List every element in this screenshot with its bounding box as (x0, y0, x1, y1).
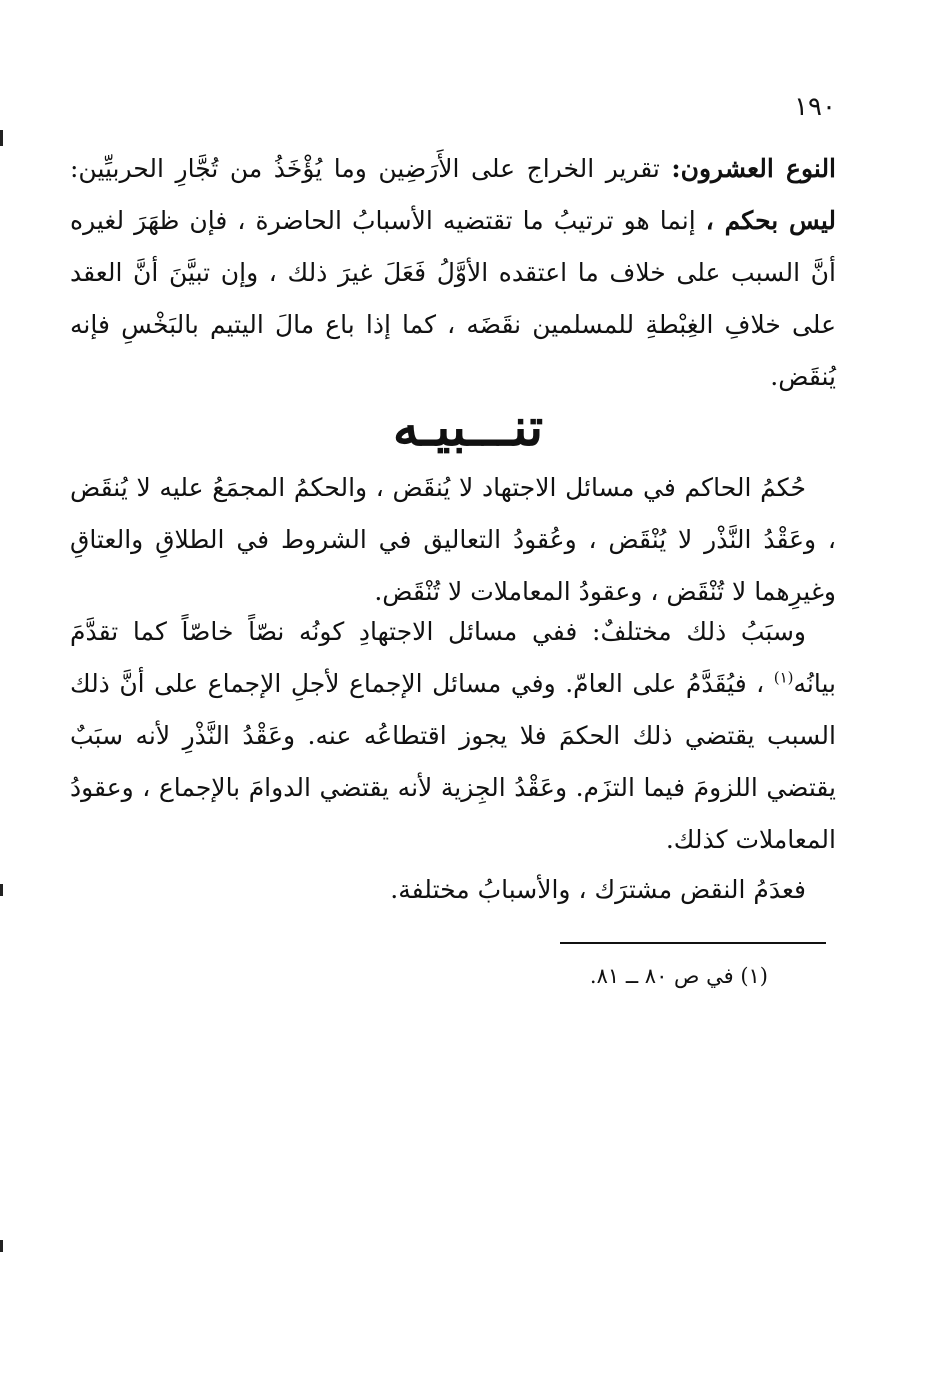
footnote: (١) في ص ٨٠ ــ ٨١. (589, 964, 768, 988)
paragraph-reasons-part-2: ، فيُقَدَّمُ على العامّ. وفي مسائل الإجماع لأجلِ الإجماع على أنَّ ذلك السبب يقتضي ذلك الحكمَ فلا يجوز اقتطاعُه عنه. وعَقْدُ النَّذْرِ لأنه سبَبٌ يقتضي اللزومَ فيما التزَم. وعَقْدُ الجِزية لأنه يقتضي الدوامَ بالإجماع ، وعقودُ المعاملات كذلك. (70, 669, 836, 854)
section-20-text-part-1: تقرير الخراج على الأَرَضِين وما يُؤْخَذُ من تُجَّارِ الحربيِّين: (70, 154, 672, 183)
paragraph-reasons (70, 606, 836, 866)
scan-edge-mark (0, 1240, 3, 1252)
section-20-paragraph (70, 143, 836, 403)
section-20-ruling: ليس بحكم ، (705, 206, 836, 235)
section-20-text-part-2: إنما هو ترتيبُ ما تقتضيه الأسبابُ الحاضرة ، فإن ظهَرَ لغيره أنَّ السبب على خلاف ما اعتقده الأوَّلُ فَعَلَ غيرَ ذلك ، وإن تبيَّنَ أنَّ العقد على خلافِ الغِبْطةِ للمسلمين نقَضَه ، كما إذا باع مالَ اليتيم بالبَخْسِ فإنه يُنقَض. (70, 206, 836, 391)
paragraph-reasons-part-1: وسبَبُ ذلك مختلفٌ: ففي مسائل الاجتهادِ كونُه نصّاً خاصّاً كما تقدَّمَ بيانُه (70, 617, 836, 698)
paragraph-rulings: حُكمُ الحاكم في مسائل الاجتهاد لا يُنقَض ، والحكمُ المجمَعُ عليه لا يُنقَض ، وعَقْدُ النَّذْر لا يُنْقَض ، وعُقودُ التعاليق في الشروط في الطلاقِ والعتاقِ وغيرِهما لا تُنْقَض ، وعقودُ المعاملات لا تُنْقَض. (70, 473, 836, 606)
section-heading: تنـــبيـه (392, 397, 544, 458)
footnote-divider (560, 942, 826, 944)
footnote-reference: (١) (773, 668, 794, 687)
paragraph-conclusion: فعدَمُ النقض مشترَك ، والأسبابُ مختلفة. (390, 875, 806, 904)
section-20-title: النوع العشرون: (671, 154, 837, 183)
scan-edge-mark (0, 884, 3, 896)
page-number: ١٩٠ (794, 92, 836, 122)
scan-edge-mark (0, 130, 3, 146)
